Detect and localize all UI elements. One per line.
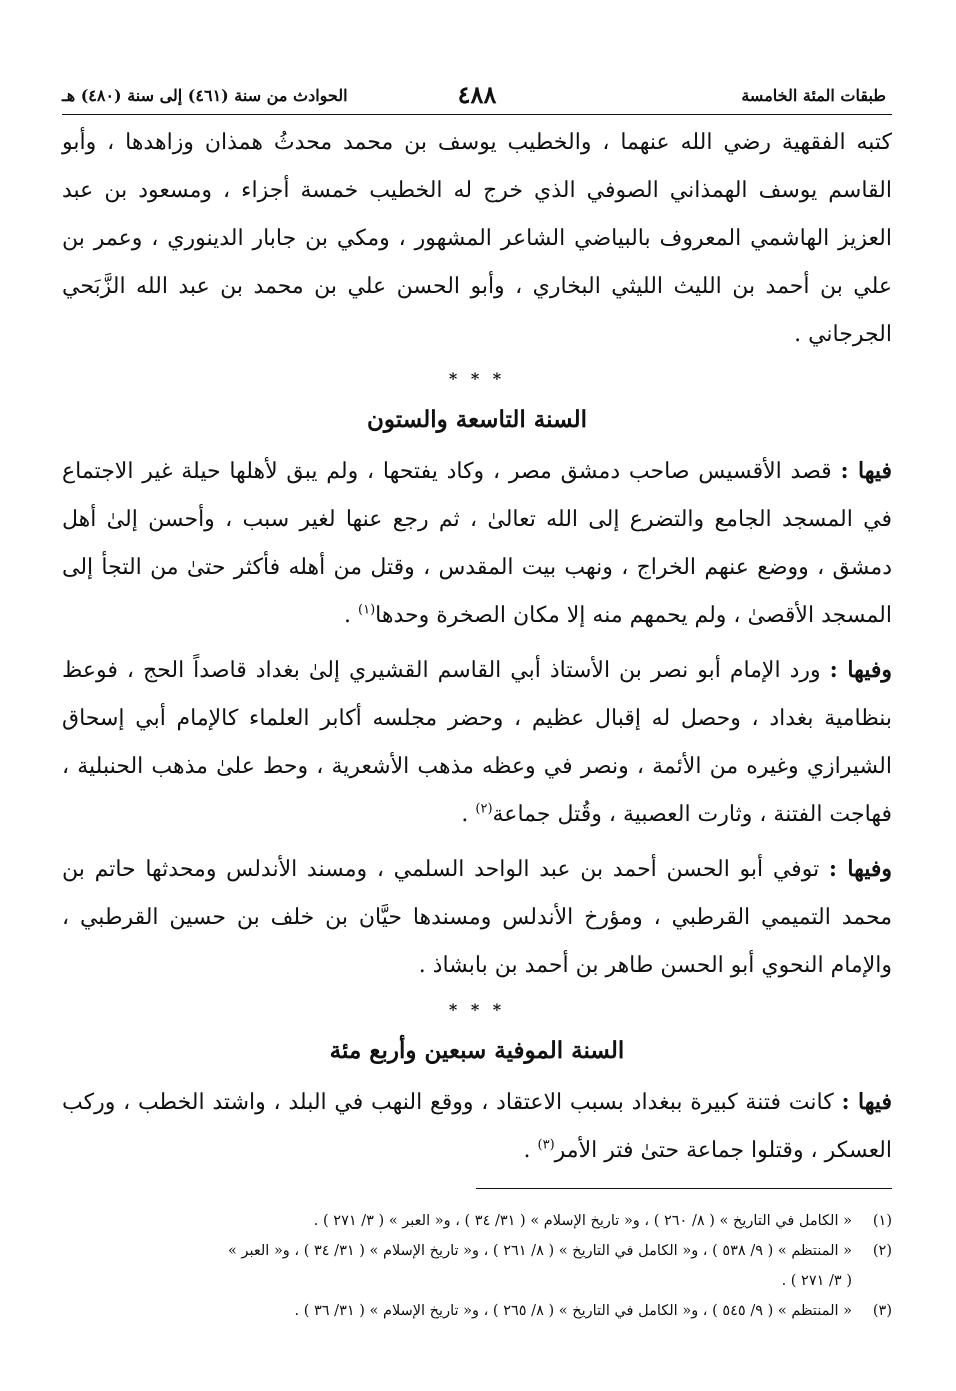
paragraph-lead: فيها :	[841, 1089, 893, 1115]
footnote-2	[62, 1236, 892, 1266]
footnote-ref: (١)	[358, 602, 376, 618]
section-separator: * * *	[448, 369, 506, 388]
paragraph-tail: .	[523, 1138, 538, 1163]
paragraph-text: كانت فتنة كبيرة ببغداد بسبب الاعتقاد ، ووقع النهب في البلد ، واشتد الخطب ، وركب العسكر ، وقتلوا جماعة حتىٰ فتر الأمر	[62, 1090, 892, 1163]
running-header	[62, 80, 892, 115]
paragraph-text: توفي أبو الحسن أحمد بن عبد الواحد السلمي ، ومسند الأندلس ومحدثها حاتم بن محمد التميمي القرطبي ، ومؤرخ الأندلس ومسندها حيَّان بن خلف بن حسين القرطبي ، والإمام النحوي أبو الحسن طاهر بن أحمد بن بابشاذ .	[62, 857, 892, 978]
paragraph-469-2	[62, 646, 892, 839]
paragraph-469-1	[62, 447, 892, 640]
footnote-number: (٢)	[872, 1243, 892, 1259]
page-number: ٤٨٨	[457, 80, 497, 109]
section-heading-470: السنة الموفية سبعين وأربع مئة	[329, 1037, 625, 1064]
section-heading-469: السنة التاسعة والستون	[367, 406, 587, 433]
paragraph-tail: .	[461, 802, 476, 827]
paragraph-lead: فيها :	[840, 458, 892, 484]
footnote-2-continued	[62, 1266, 892, 1296]
intro-paragraph: كتبه الفقهية رضي الله عنهما ، والخطيب يوسف بن محمد محدثُ همذان وزاهدها ، وأبو القاسم يوسف الهمذاني الصوفي الذي خرج له الخطيب خمسة أجزاء ، ومسعود بن عبد العزيز الهاشمي المعروف بالبياضي الشاعر المشهور ، ومكي بن جابار الدينوري ، وعمر بن علي بن أحمد بن الليث الليثي البخاري ، وأبو الحسن علي بن محمد بن عبد الله الزَّبَحي الجرجاني .	[62, 130, 893, 347]
book-page	[62, 80, 892, 1175]
section-separator: * * *	[448, 1000, 506, 1019]
paragraph-lead: وفيها :	[828, 856, 892, 882]
footnotes	[62, 1188, 892, 1326]
paragraph-text: قصد الأقسيس صاحب دمشق مصر ، وكاد يفتحها ، ولم يبق لأهلها حيلة غير الاجتماع في المسجد الجامع والتضرع إلى الله تعالىٰ ، ثم رجع عنها لغير سبب ، وأحسن إلىٰ أهل دمشق ، ووضع عنهم الخراج ، ونهب بيت المقدس ، وقتل من أهله فأكثر حتىٰ من التجأ إلى المسجد الأقصىٰ ، ولم يحمهم منه إلا مكان الصخرة وحدها	[62, 459, 892, 628]
footnote-rule	[476, 1188, 892, 1189]
footnote-ref: (٣)	[537, 1137, 555, 1153]
footnote-text: « الكامل في التاريخ » ( ٨/ ٢٦٠ ) ، و« تاريخ الإسلام » ( ٣١/ ٣٤ ) ، و« العبر » ( ٣/ ٢٧١ ) .	[313, 1213, 852, 1229]
paragraph-text: ورد الإمام أبو نصر بن الأستاذ أبي القاسم القشيري إلىٰ بغداد قاصداً الحج ، فوعظ بنظامية بغداد ، وحصل له إقبال عظيم ، وحضر مجلسه أكابر العلماء كالإمام أبي إسحاق الشيرازي وغيره من الأئمة ، ونصر في وعظه مذهب الأشعرية ، وحط علىٰ مذهب الحنبلية ، فهاجت الفتنة ، وثارت العصبية ، وقُتل جماعة	[62, 658, 892, 827]
paragraph-tail: .	[344, 603, 359, 628]
header-book-title: طبقات المئة الخامسة	[741, 86, 886, 105]
footnotes-area	[62, 1188, 892, 1326]
footnote-ref: (٢)	[475, 801, 493, 817]
footnote-text-continued: ( ٣/ ٢٧١ ) .	[781, 1273, 852, 1289]
footnote-number: (١)	[872, 1213, 892, 1229]
paragraph-470-1	[62, 1078, 892, 1175]
footnote-3	[62, 1296, 892, 1326]
footnote-text: « المنتظم » ( ٩/ ٥٣٨ ) ، و« الكامل في التاريخ » ( ٨/ ٢٦١ ) ، و« تاريخ الإسلام » ( ٣١/ ٣٤ ) ، و« العبر »	[228, 1243, 852, 1259]
footnote-text: « المنتظم » ( ٩/ ٥٤٥ ) ، و« الكامل في التاريخ » ( ٨/ ٢٦٥ ) ، و« تاريخ الإسلام » ( ٣١/ ٣٦ ) .	[294, 1303, 852, 1319]
footnote-1	[62, 1206, 892, 1236]
paragraph-469-3	[62, 845, 892, 990]
paragraph-lead: وفيها :	[829, 657, 893, 683]
footnote-number: (٣)	[872, 1303, 892, 1319]
header-chapter-range: الحوادث من سنة (٤٦١) إلى سنة (٤٨٠) هـ	[62, 86, 348, 105]
